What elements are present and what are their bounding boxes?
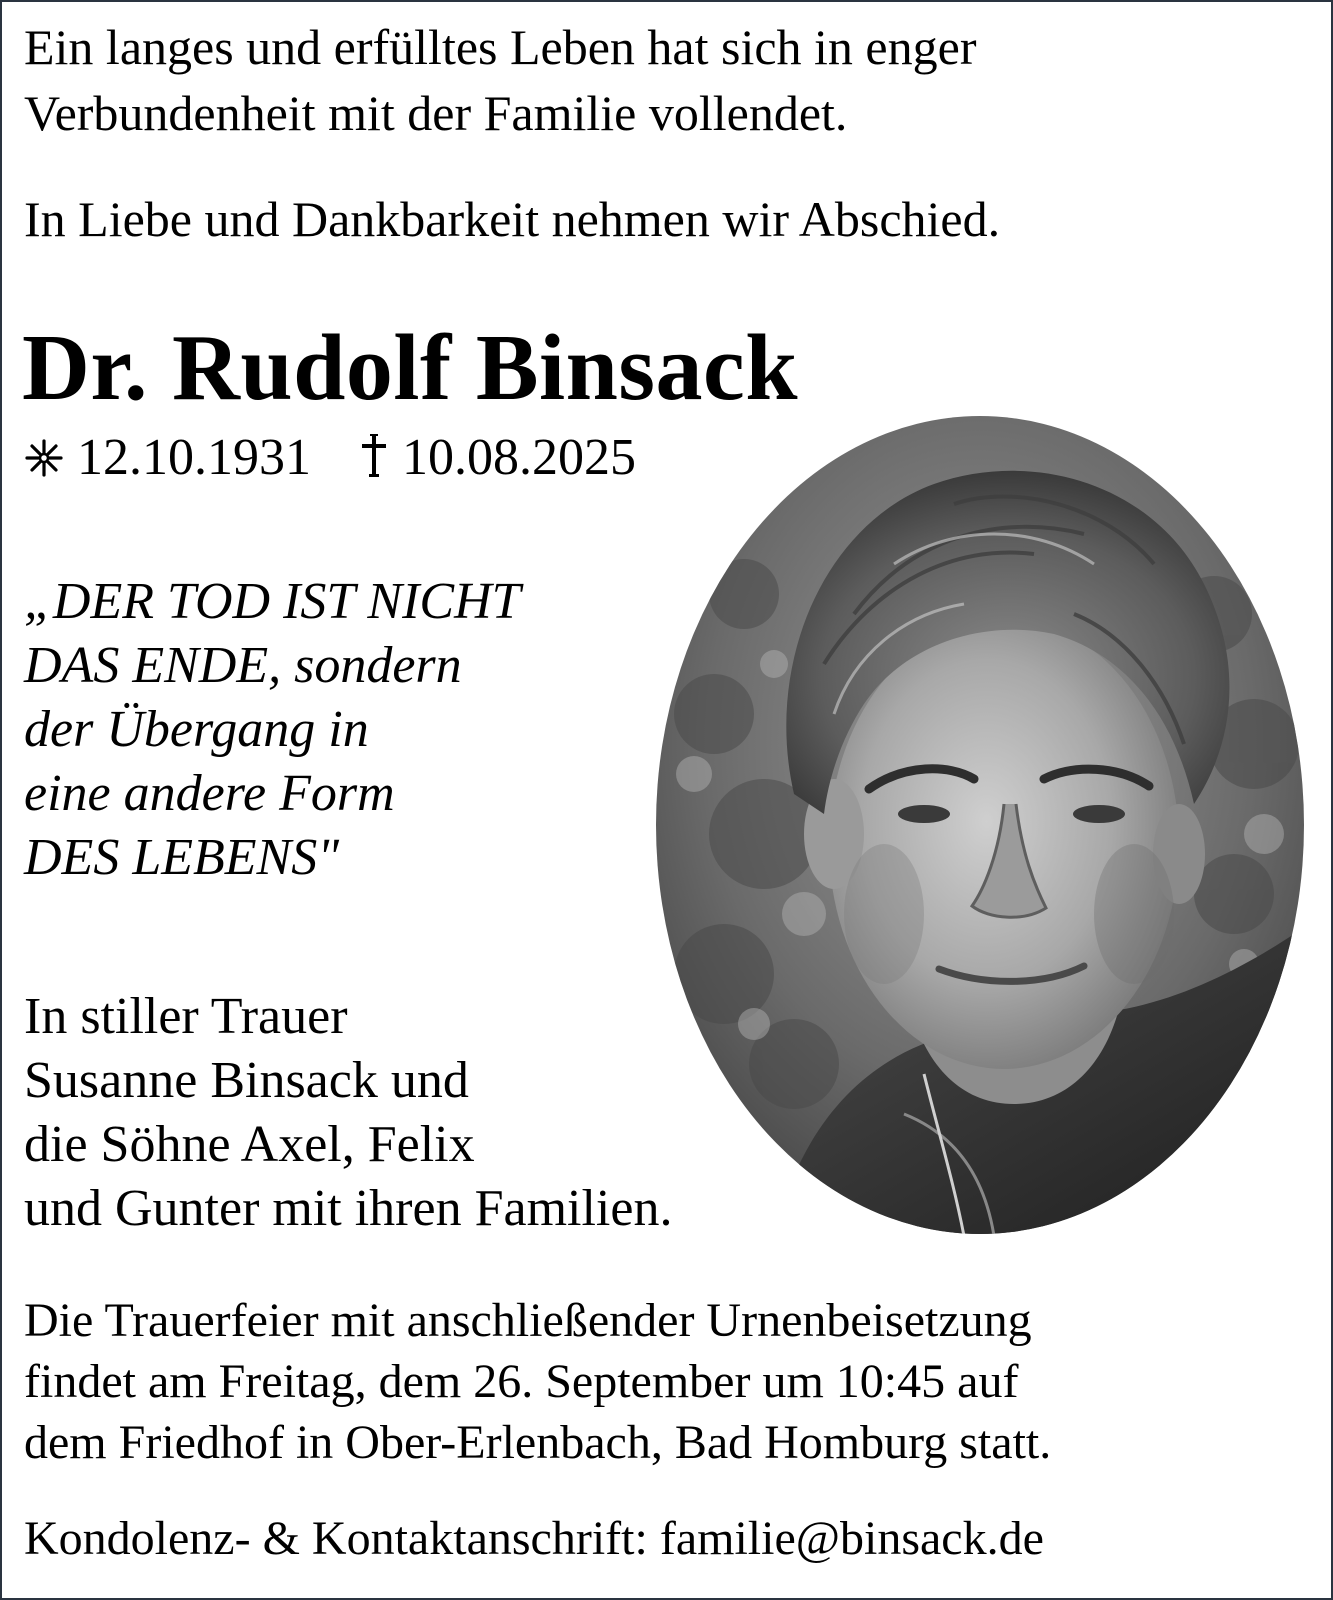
mourners-line: und Gunter mit ihren Familien. xyxy=(24,1180,673,1237)
mourners-text xyxy=(24,985,672,1241)
ceremony-line: findet am Freitag, dem 26. September um 10:45 auf xyxy=(24,1355,1019,1408)
star-icon xyxy=(24,438,64,478)
ceremony-text xyxy=(24,1290,1051,1473)
quote-line: der Übergang in xyxy=(24,701,369,758)
birth-date: 12.10.1931 xyxy=(77,429,311,486)
intro-line-1: Ein langes und erfülltes Leben hat sich in enger xyxy=(24,19,977,75)
portrait-photo xyxy=(654,414,1306,1236)
death-date: 10.08.2025 xyxy=(402,429,636,486)
mourners-line: die Söhne Axel, Felix xyxy=(24,1116,475,1173)
cross-icon xyxy=(359,432,389,478)
deceased-name: Dr. Rudolf Binsack xyxy=(22,316,799,420)
quote-line: „DER TOD IST NICHT xyxy=(24,573,521,630)
intro-line-2: Verbundenheit mit der Familie vollendet. xyxy=(24,85,848,141)
intro-text xyxy=(24,14,976,146)
ceremony-line: dem Friedhof in Ober-Erlenbach, Bad Homburg statt. xyxy=(24,1416,1052,1469)
mourners-line: Susanne Binsack und xyxy=(24,1052,469,1109)
mourners-line: In stiller Trauer xyxy=(24,988,348,1045)
life-dates xyxy=(24,425,636,491)
ceremony-line: Die Trauerfeier mit anschließender Urnenbeisetzung xyxy=(24,1294,1032,1347)
quote-line: eine andere Form xyxy=(24,765,395,822)
quote-text xyxy=(24,570,521,890)
quote-line: DAS ENDE, sondern xyxy=(24,637,462,694)
quote-line: DES LEBENS" xyxy=(24,829,340,886)
contact-text: Kondolenz- & Kontaktanschrift: familie@binsack.de xyxy=(24,1512,1044,1565)
farewell-text: In Liebe und Dankbarkeit nehmen wir Abschied. xyxy=(24,191,1001,247)
